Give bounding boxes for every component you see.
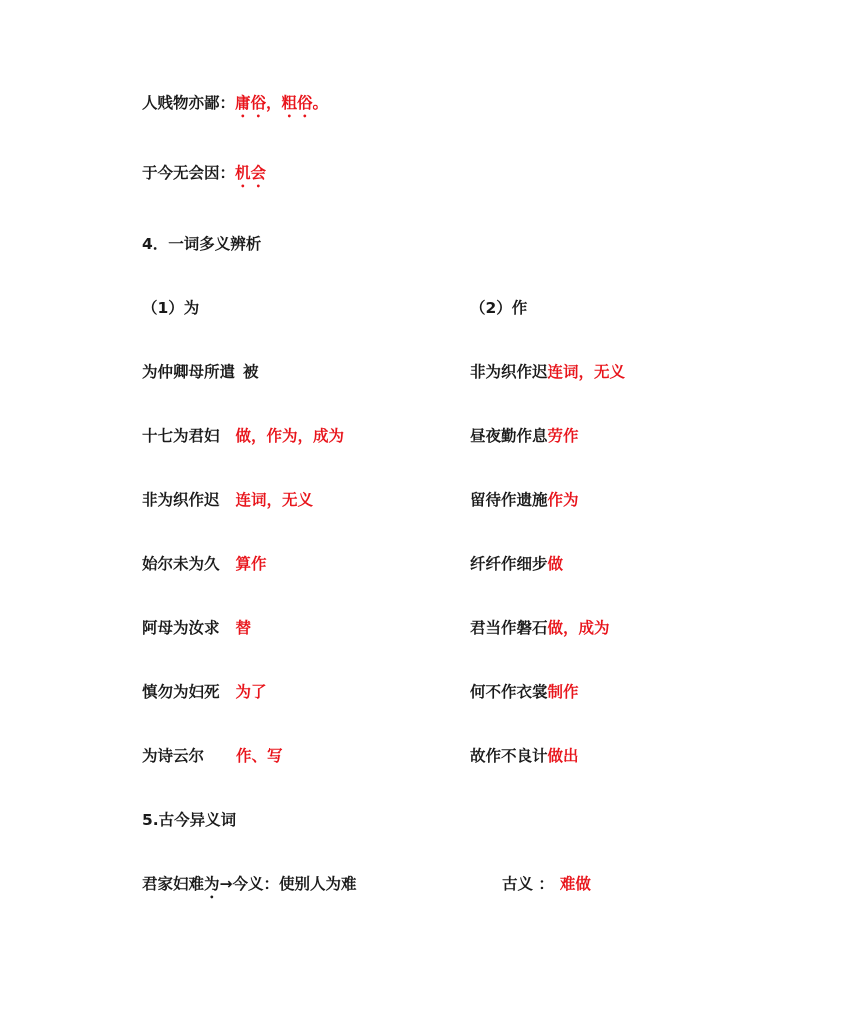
list-item (142, 489, 313, 511)
entry-line (142, 162, 266, 191)
phrase: 慎勿为妇死 (142, 683, 220, 701)
phrase: 为诗云尔 (142, 747, 205, 765)
modern-meaning: →今义：使别人为难 (219, 875, 357, 893)
list-item (142, 745, 283, 767)
phrase: 何不作衣裳 (470, 683, 548, 701)
phrase: 昼夜勤作息 (470, 427, 548, 445)
phrase: 非为织作迟 (142, 491, 220, 509)
meaning: 做出 (547, 747, 579, 765)
list-item (470, 617, 610, 639)
meaning: 为了 (235, 683, 267, 701)
entry-separator: ： (219, 94, 236, 112)
section-heading: 5.古今异义词 (142, 811, 237, 829)
emphasized-char: 为 (204, 875, 220, 893)
list-item (142, 681, 267, 703)
list-item (470, 489, 579, 511)
list-item (470, 553, 563, 575)
meaning: 被 (243, 363, 259, 381)
entry-line (142, 92, 328, 121)
ancient-meaning-line (502, 873, 591, 895)
section-heading: 4．一词多义辨析 (142, 235, 262, 253)
entry-term: 人贱物亦鄙 (142, 94, 220, 112)
meaning: 替 (235, 619, 252, 637)
list-item (142, 553, 267, 575)
phrase: 纤纤作细步 (470, 555, 548, 573)
list-item (142, 361, 259, 383)
phrase: 阿母为汝求 (142, 619, 220, 637)
meaning: 作为 (547, 491, 579, 509)
phrase: 故作不良计 (470, 747, 548, 765)
phrase: 为仲卿母所遣 (142, 363, 236, 381)
column-heading-wei: （1）为 (142, 299, 200, 317)
list-item (470, 745, 579, 767)
list-item (470, 425, 579, 447)
ancient-label: 古义 ： (502, 875, 554, 893)
column-heading-zuo: （2）作 (470, 299, 528, 317)
meaning: 算作 (235, 555, 267, 573)
entry-meaning: 庸俗，粗俗。 (235, 94, 329, 112)
meaning: 制作 (547, 683, 579, 701)
meaning: 做，成为 (547, 619, 610, 637)
phrase: 非为织作迟 (470, 363, 548, 381)
list-item (142, 425, 344, 447)
meaning: 连词，无义 (547, 363, 626, 381)
list-item (470, 681, 579, 703)
phrase: 十七为君妇 (142, 427, 220, 445)
meaning: 做 (547, 555, 564, 573)
entry-term: 于今无会因 (142, 164, 220, 182)
archaic-word-line (142, 873, 357, 902)
entry-meaning: 机会 (235, 164, 267, 182)
meaning: 连词，无义 (235, 491, 314, 509)
entry-separator: ： (219, 164, 236, 182)
phrase: 始尔未为久 (142, 555, 220, 573)
ancient-meaning: 难做 (559, 875, 591, 893)
meaning: 劳作 (547, 427, 579, 445)
phrase: 君家妇难 (142, 875, 205, 893)
meaning: 做，作为，成为 (235, 427, 345, 445)
list-item (470, 361, 625, 383)
phrase: 留待作遗施 (470, 491, 548, 509)
phrase: 君当作磐石 (470, 619, 548, 637)
meaning: 作、写 (236, 747, 283, 765)
list-item (142, 617, 251, 639)
